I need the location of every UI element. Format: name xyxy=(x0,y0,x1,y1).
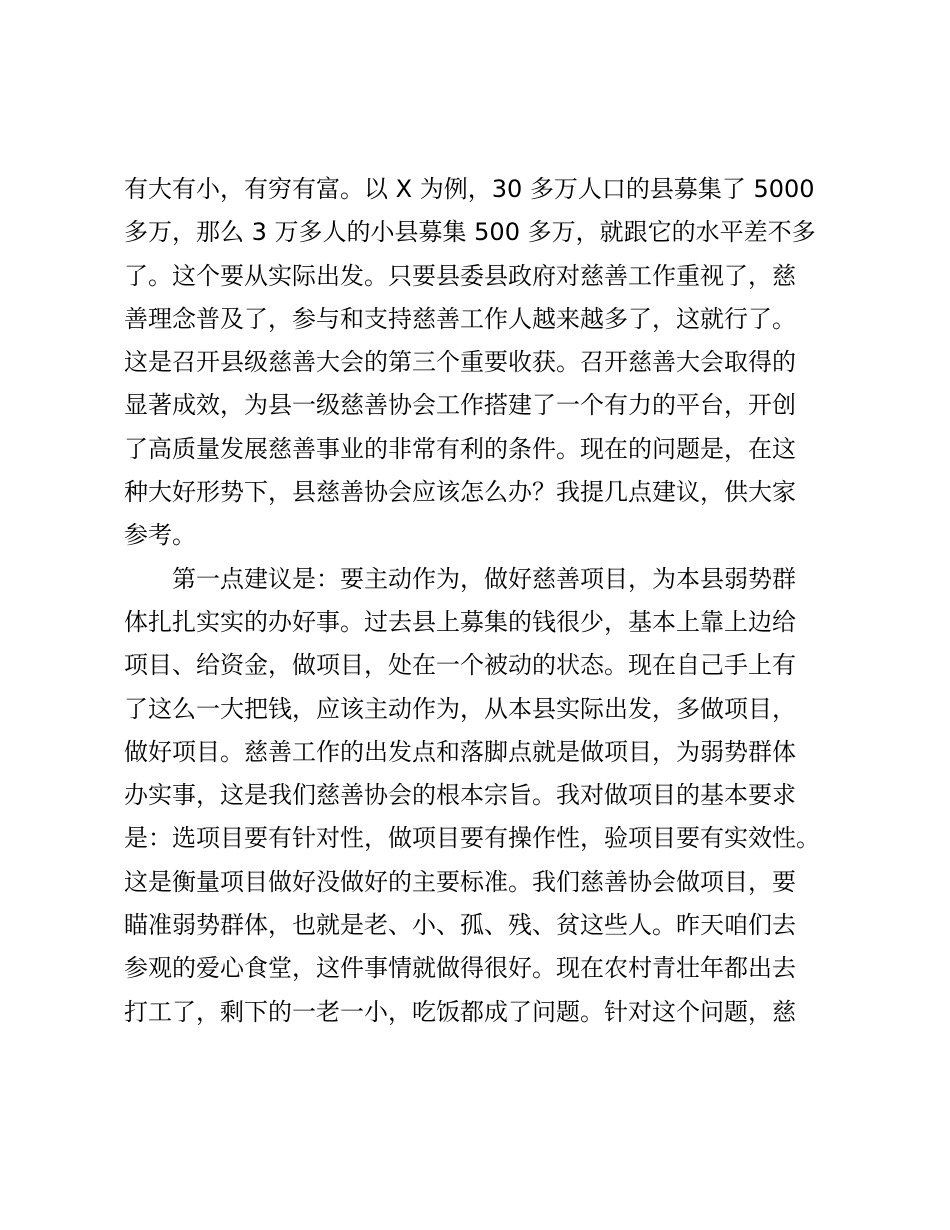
text-line: 项目、给资金，做项目，处在一个被动的状态。现在自己手上有 xyxy=(124,651,796,680)
text-line: 参考。 xyxy=(124,521,196,550)
text-line: 做好项目。慈善工作的出发点和落脚点就是做项目，为弱势群体 xyxy=(124,737,796,766)
body-text xyxy=(124,168,844,1034)
text-line: 有大有小，有穷有富。以 X 为例，30 多万人口的县募集了 5000 xyxy=(124,175,815,203)
text-line: 是：选项目要有针对性，做项目要有操作性，验项目要有实效性。 xyxy=(124,824,820,853)
text-line: 了这么一大把钱，应该主动作为，从本县实际出发，多做项目， xyxy=(124,694,796,723)
paragraph-first-line: 第一点建议是：要主动作为，做好慈善项目，为本县弱势群 xyxy=(172,564,796,593)
text-line: 善理念普及了，参与和支持慈善工作人越来越多了，这就行了。 xyxy=(124,304,796,333)
text-line: 体扎扎实实的办好事。过去县上募集的钱很少，基本上靠上边给 xyxy=(124,607,796,636)
text-line: 显著成效，为县一级慈善协会工作搭建了一个有力的平台，开创 xyxy=(124,391,796,420)
text-line: 这是衡量项目做好没做好的主要标准。我们慈善协会做项目，要 xyxy=(124,867,796,896)
text-line: 打工了，剩下的一老一小，吃饭都成了问题。针对这个问题，慈 xyxy=(124,997,796,1026)
text-line: 了。这个要从实际出发。只要县委县政府对慈善工作重视了，慈 xyxy=(124,261,796,290)
text-line: 这是召开县级慈善大会的第三个重要收获。召开慈善大会取得的 xyxy=(124,348,796,377)
text-line: 了高质量发展慈善事业的非常有利的条件。现在的问题是，在这 xyxy=(124,434,796,463)
text-line: 多万，那么 3 万多人的小县募集 500 多万，就跟它的水平差不多 xyxy=(124,218,816,247)
text-line: 办实事，这是我们慈善协会的根本宗旨。我对做项目的基本要求 xyxy=(124,781,796,810)
text-line: 参观的爱心食堂，这件事情就做得很好。现在农村青壮年都出去 xyxy=(124,954,796,983)
text-line: 种大好形势下，县慈善协会应该怎么办？我提几点建议，供大家 xyxy=(124,478,796,507)
text-line: 瞄准弱势群体，也就是老、小、孤、残、贫这些人。昨天咱们去 xyxy=(124,911,796,940)
